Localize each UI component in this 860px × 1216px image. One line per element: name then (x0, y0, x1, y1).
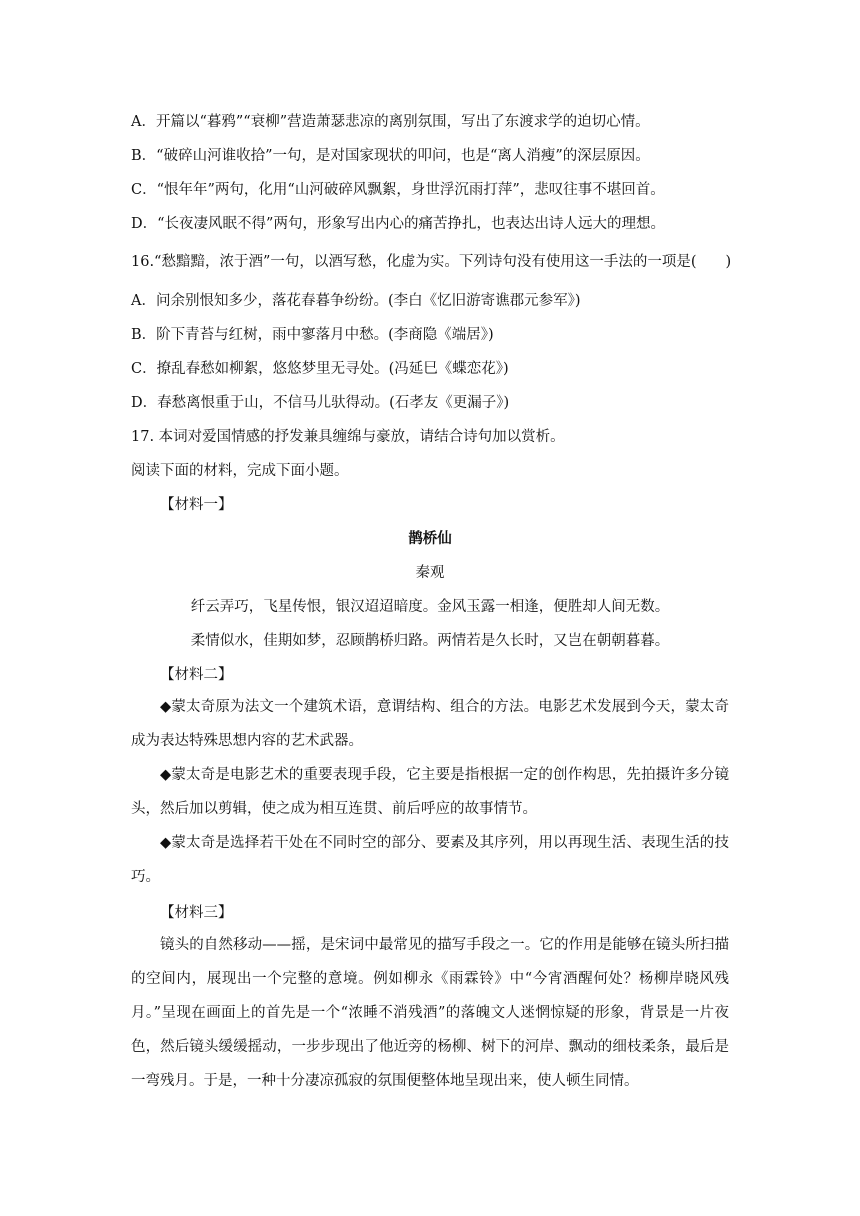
reading-instruction: 阅读下面的材料，完成下面小题。 (131, 463, 349, 479)
q16-option-b: B．阶下青苔与红树，雨中寥落月中愁。(李商隐《端居》) (131, 327, 494, 343)
q15-option-c: C．“恨年年”两句，化用“山河破碎风飘絮，身世浮沉雨打萍”，悲叹往事不堪回首。 (131, 182, 665, 198)
poem-title: 鹊桥仙 (408, 530, 452, 547)
material2-paragraph-2: ◆蒙太奇是电影艺术的重要表现手段，它主要是指根据一定的创作构思，先拍摄许多分镜头，然后加以剪辑，使之成为相互连贯、前后呼应的故事情节。 (131, 767, 729, 817)
q16-stem: 16.“愁黯黯，浓于酒”一句，以酒写愁，化虚为实。下列诗句没有使用这一手法的一项是( ) (131, 254, 732, 270)
material3-paragraph: 镜头的自然移动——摇，是宋词中最常见的描写手段之一。它的作用是能够在镜头所扫描的空间内，展现出一个完整的意境。例如柳永《雨霖铃》中“今宵酒醒何处？杨柳岸晓风残月。”呈现在画面上的首先是一个“浓睡不消残酒”的落魄文人迷惘惊疑的形象，背景是一片夜色，然后镜头缓缓摇动，一步步现出了他近旁的杨柳、树下的河岸、飘动的细枝柔条，最后是一弯残月。于是，一种十分凄凉孤寂的氛围便整体地呈现出来，使人顿生同情。 (131, 937, 729, 1089)
material3-label: 【材料三】 (160, 905, 233, 921)
material2-label: 【材料二】 (160, 667, 233, 683)
q16-option-c: C．撩乱春愁如柳絮，悠悠梦里无寻处。(冯延巳《蝶恋花》) (131, 361, 509, 377)
q15-option-b: B．“破碎山河谁收拾”一句，是对国家现状的叩问，也是“离人消瘦”的深层原因。 (131, 148, 650, 164)
poem-line-1: 纤云弄巧，飞星传恨，银汉迢迢暗度。金风玉露一相逢，便胜却人间无数。 (190, 599, 670, 615)
poem-author: 秦观 (415, 565, 445, 581)
q16-option-a: A．问余别恨知多少，落花春暮争纷纷。(李白《忆旧游寄谯郡元参军》) (131, 293, 581, 309)
poem-line-2: 柔情似水，佳期如梦，忍顾鹊桥归路。两情若是久长时，又岂在朝朝暮暮。 (190, 633, 670, 649)
material2-paragraph-3: ◆蒙太奇是选择若干处在不同时空的部分、要素及其序列，用以再现生活、表现生活的技巧。 (131, 835, 729, 885)
q15-option-a: A．开篇以“暮鸦”“衰柳”营造萧瑟悲凉的离别氛围，写出了东渡求学的迫切心情。 (131, 114, 650, 130)
material1-label: 【材料一】 (160, 497, 233, 513)
material2-paragraph-1: ◆蒙太奇原为法文一个建筑术语，意谓结构、组合的方法。电影艺术发展到今天，蒙太奇成为表达特殊思想内容的艺术武器。 (131, 699, 729, 749)
q16-option-d: D．春愁离恨重于山，不信马儿驮得动。(石孝友《更漏子》) (131, 395, 510, 411)
q15-option-d: D．“长夜凄风眠不得”两句，形象写出内心的痛苦挣扎，也表达出诗人远大的理想。 (131, 216, 665, 232)
q17-stem: 17. 本词对爱国情感的抒发兼具缠绵与豪放，请结合诗句加以赏析。 (131, 429, 565, 445)
